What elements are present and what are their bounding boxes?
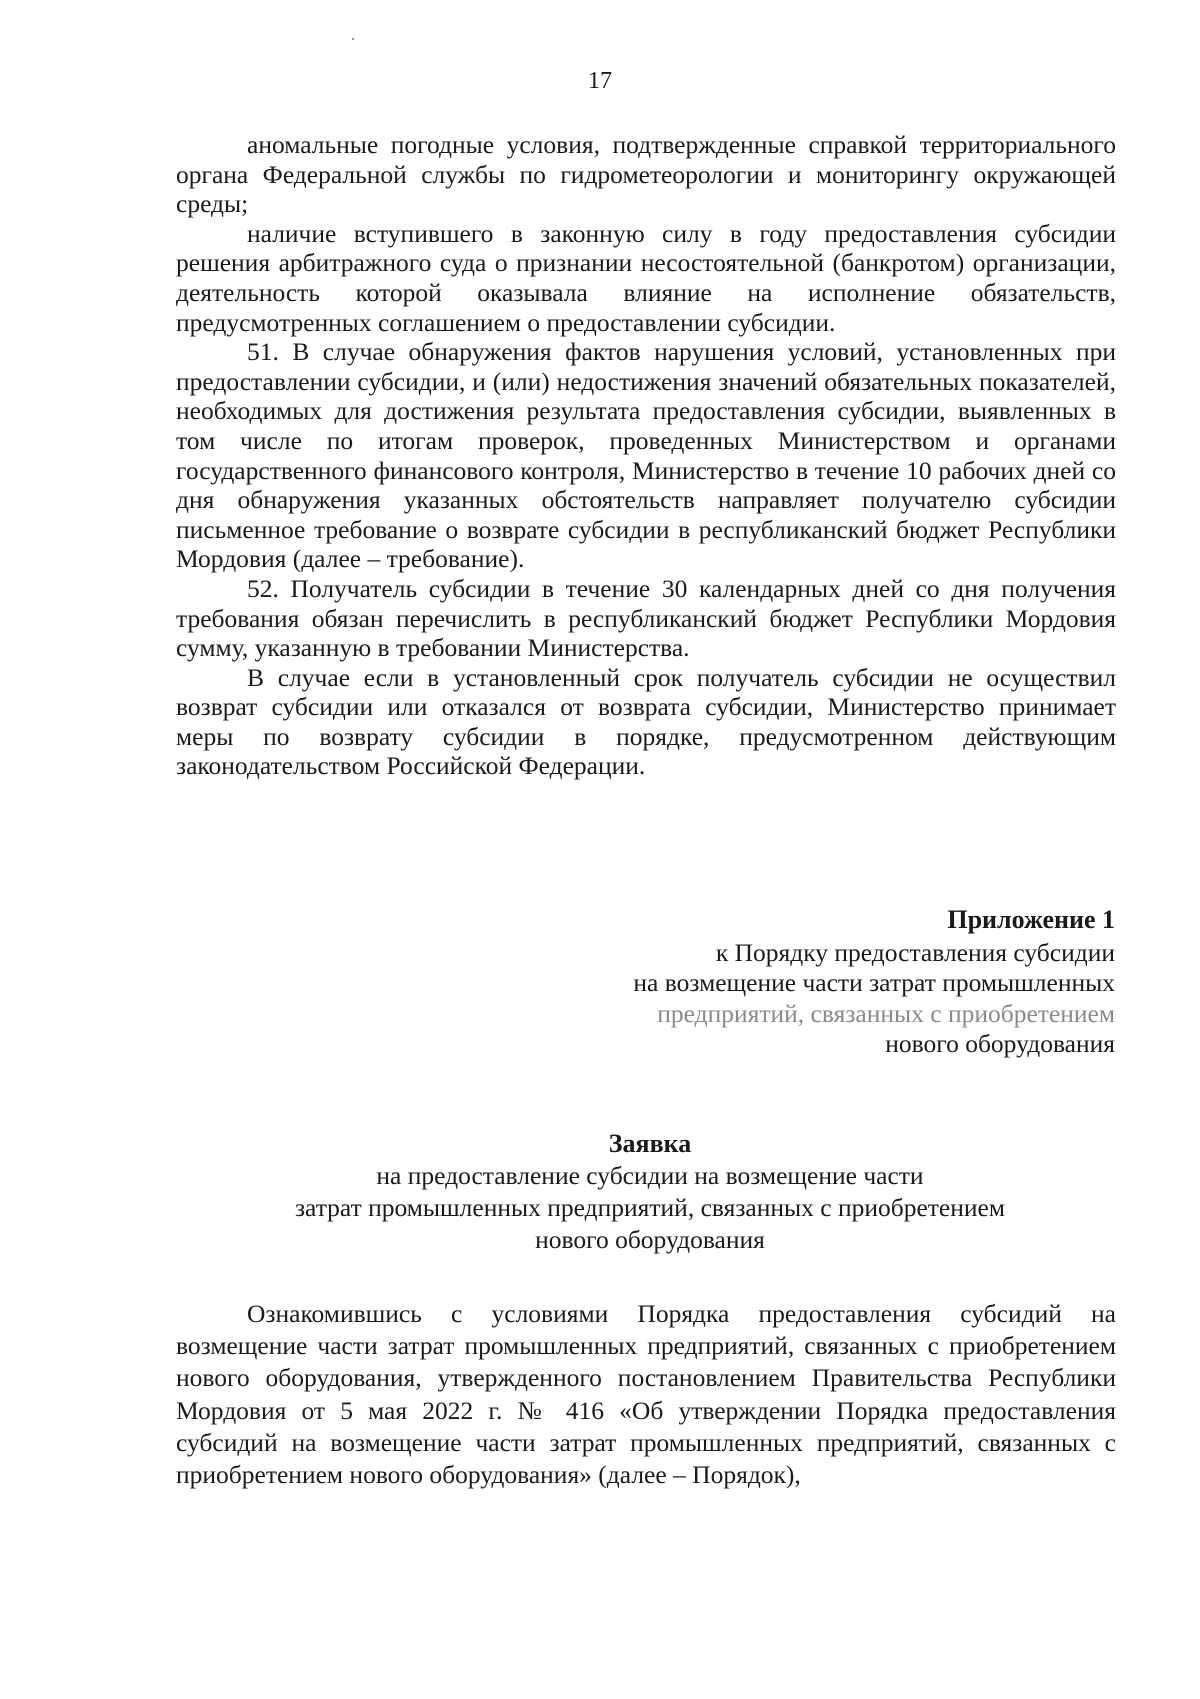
paragraph-refund: В случае если в установленный срок получатель субсидии не осуществил возврат субсидии или отказался от возврата субсидии, Министерство принимает меры по возврату субсидии в порядке, предусмотренном действующим законодательством Российской Федерации. <box>176 662 1116 781</box>
appendix-line: предприятий, связанных с приобретением <box>657 998 1115 1028</box>
application-subtitle-line: затрат промышленных предприятий, связанных с приобретением <box>294 1193 1005 1222</box>
paragraph-51: 51. В случае обнаружения фактов нарушения условий, установленных при предоставлении субсидии, и (или) недостижения значений обязательных показателей, необходимых для достижения результата предоставления субсидии, выявленных в том числе по итогам проверок, проведенных Министерством и органами государственного финансового контроля, Министерство в течение 10 рабочих дней со дня обнаружения указанных обстоятельств направляет получателю субсидии письменное требование о возврате субсидии в республиканский бюджет Республики Мордовия (далее – требование). <box>176 337 1116 574</box>
application-subtitle-line: на предоставление субсидии на возмещение части <box>376 1161 924 1190</box>
appendix-title: Приложение 1 <box>947 905 1115 934</box>
paragraph-intro: Ознакомившись с условиями Порядка предоставления субсидий на возмещение части затрат промышленных предприятий, связанных с приобретением нового оборудования, утвержденного постановлением Правительства Республики Мордовия от 5 мая 2022 г. № 416 «Об утверждении Порядка предоставления субсидий на возмещение части затрат промышленных предприятий, связанных с приобретением нового оборудования» (далее – Порядок), <box>176 1299 1116 1490</box>
appendix-line: на возмещение части затрат промышленных <box>633 968 1115 997</box>
appendix-header <box>415 905 1115 1060</box>
application-title: Заявка <box>608 1129 692 1158</box>
paragraph-weather: аномальные погодные условия, подтвержденные справкой территориального органа Федеральной службы по гидрометеорологии и мониторингу окружающей среды; <box>176 130 1116 219</box>
scan-speck <box>352 38 354 40</box>
paragraph-bankruptcy: наличие вступившего в законную силу в году предоставления субсидии решения арбитражного суда о признании несостоятельной (банкротом) организации, деятельность которой оказывала влияние на исполнение обязательств, предусмотренных соглашением о предоставлении субсидии. <box>176 218 1116 337</box>
appendix-line: нового оборудования <box>885 1029 1115 1058</box>
appendix-line: к Порядку предоставления субсидии <box>715 937 1115 967</box>
application-heading <box>200 1128 1100 1256</box>
paragraph-52: 52. Получатель субсидии в течение 30 календарных дней со дня получения требования обязан перечислить в республиканский бюджет Республики Мордовия сумму, указанную в требовании Министерства. <box>176 573 1116 663</box>
top-text-block <box>176 130 1116 781</box>
application-subtitle-line: нового оборудования <box>535 1225 765 1254</box>
intro-text-block <box>176 1298 1116 1491</box>
page-number: 17 <box>588 68 612 94</box>
